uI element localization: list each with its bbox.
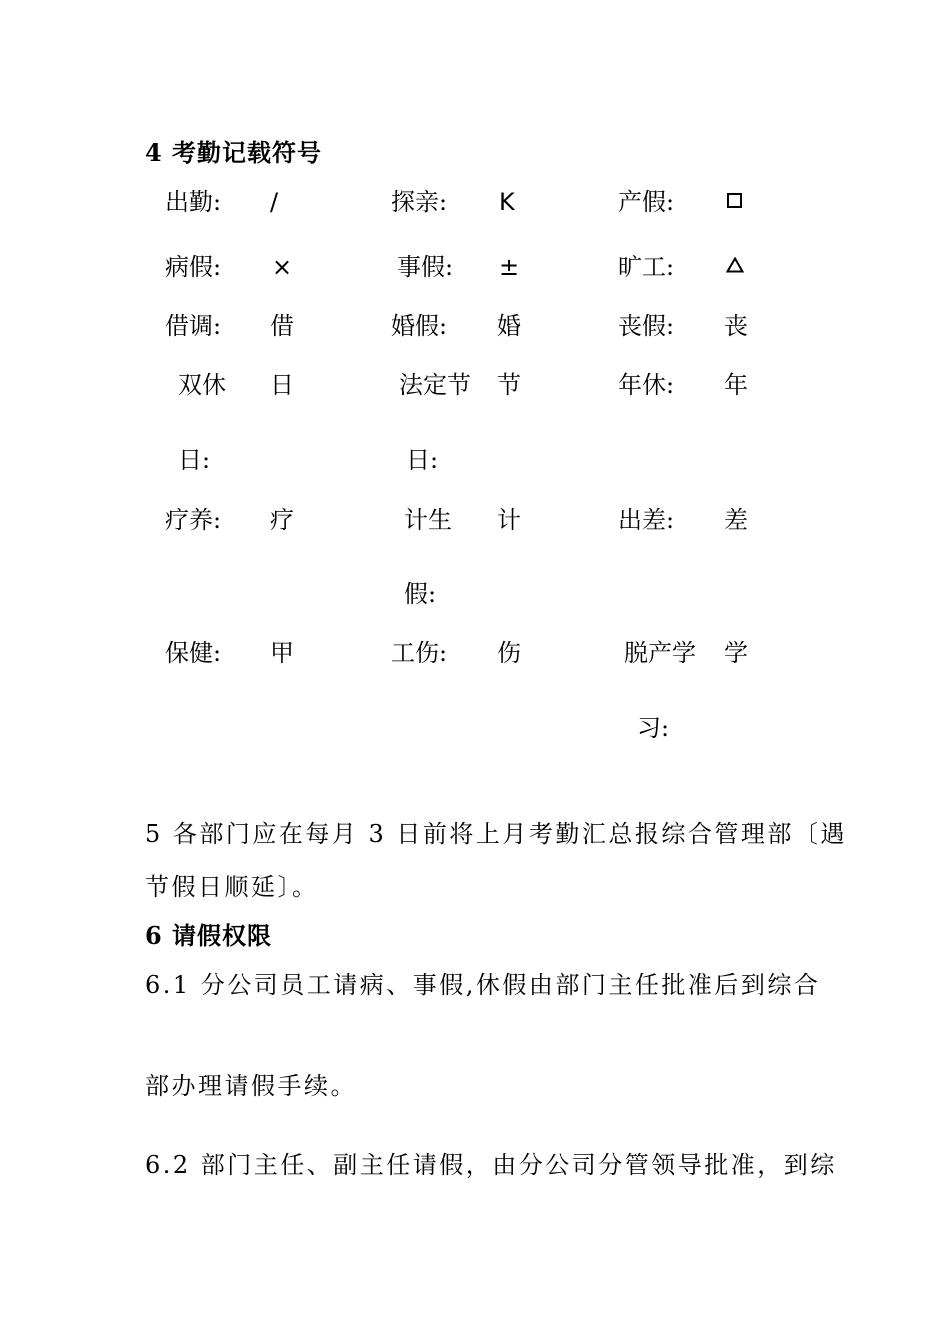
label-tuochanxuexi-line2: 习: — [637, 714, 670, 742]
triangle-icon — [726, 257, 744, 273]
label-bingjia: 病假: — [165, 253, 222, 281]
label-sangjia: 丧假: — [618, 312, 675, 340]
section-6-1-line2: 部办理请假手续。 — [145, 1072, 357, 1100]
label-shijia: 事假: — [397, 253, 454, 281]
symbol-jishengjia: 计 — [497, 506, 521, 534]
label-chuchai: 出差: — [618, 506, 675, 534]
label-fadingjieri-line1: 法定节 — [399, 371, 471, 399]
symbol-liaoyang: 疗 — [270, 506, 294, 534]
symbol-baojian: 甲 — [270, 639, 294, 667]
symbol-gongshang: 伤 — [497, 639, 521, 667]
symbol-hunjia: 婚 — [497, 312, 521, 340]
label-chanjia: 产假: — [618, 188, 675, 216]
label-tuochanxuexi-line1: 脱产学 — [624, 639, 696, 667]
symbol-jiediao: 借 — [270, 312, 294, 340]
label-jiediao: 借调: — [165, 312, 222, 340]
symbol-tanqin: K — [499, 188, 515, 216]
label-chuqin: 出勤: — [165, 188, 222, 216]
label-hunjia: 婚假: — [391, 312, 448, 340]
label-tanqin: 探亲: — [391, 188, 448, 216]
label-liaoyang: 疗养: — [165, 506, 222, 534]
section-5-line2: 节假日顺延〕。 — [145, 873, 319, 901]
section-5-line1: 5 各部门应在每月 3 日前将上月考勤汇总报综合管理部〔遇 — [145, 820, 847, 848]
label-gongshang: 工伤: — [391, 639, 448, 667]
label-shuangxiuri-line2: 日: — [178, 446, 211, 474]
label-nianxiu: 年休: — [618, 371, 675, 399]
symbol-nianxiu: 年 — [724, 371, 748, 399]
section-6-1-line1: 6.1 分公司员工请病、事假,休假由部门主任批准后到综合 — [145, 971, 821, 999]
label-kuanggong: 旷工: — [618, 253, 675, 281]
label-jishengjia-line1: 计生 — [404, 506, 452, 534]
label-jishengjia-line2: 假: — [404, 580, 437, 608]
label-shuangxiuri-line1: 双休 — [178, 371, 226, 399]
symbol-shuangxiuri: 日 — [270, 371, 294, 399]
section-6-2-line1: 6.2 部门主任、副主任请假，由分公司分管领导批准，到综 — [145, 1151, 837, 1179]
symbol-fadingjieri: 节 — [497, 371, 521, 399]
symbol-shijia: ± — [499, 253, 520, 281]
symbol-chuqin: / — [270, 188, 279, 216]
symbol-bingjia: × — [272, 253, 293, 281]
symbol-chuchai: 差 — [724, 506, 748, 534]
label-baojian: 保健: — [165, 639, 222, 667]
symbol-sangjia: 丧 — [724, 312, 748, 340]
square-icon — [727, 193, 742, 208]
symbol-tuochanxuexi: 学 — [724, 639, 748, 667]
section-4-heading: 4 考勤记载符号 — [145, 138, 323, 167]
label-fadingjieri-line2: 日: — [406, 446, 439, 474]
section-6-heading: 6 请假权限 — [145, 921, 273, 950]
